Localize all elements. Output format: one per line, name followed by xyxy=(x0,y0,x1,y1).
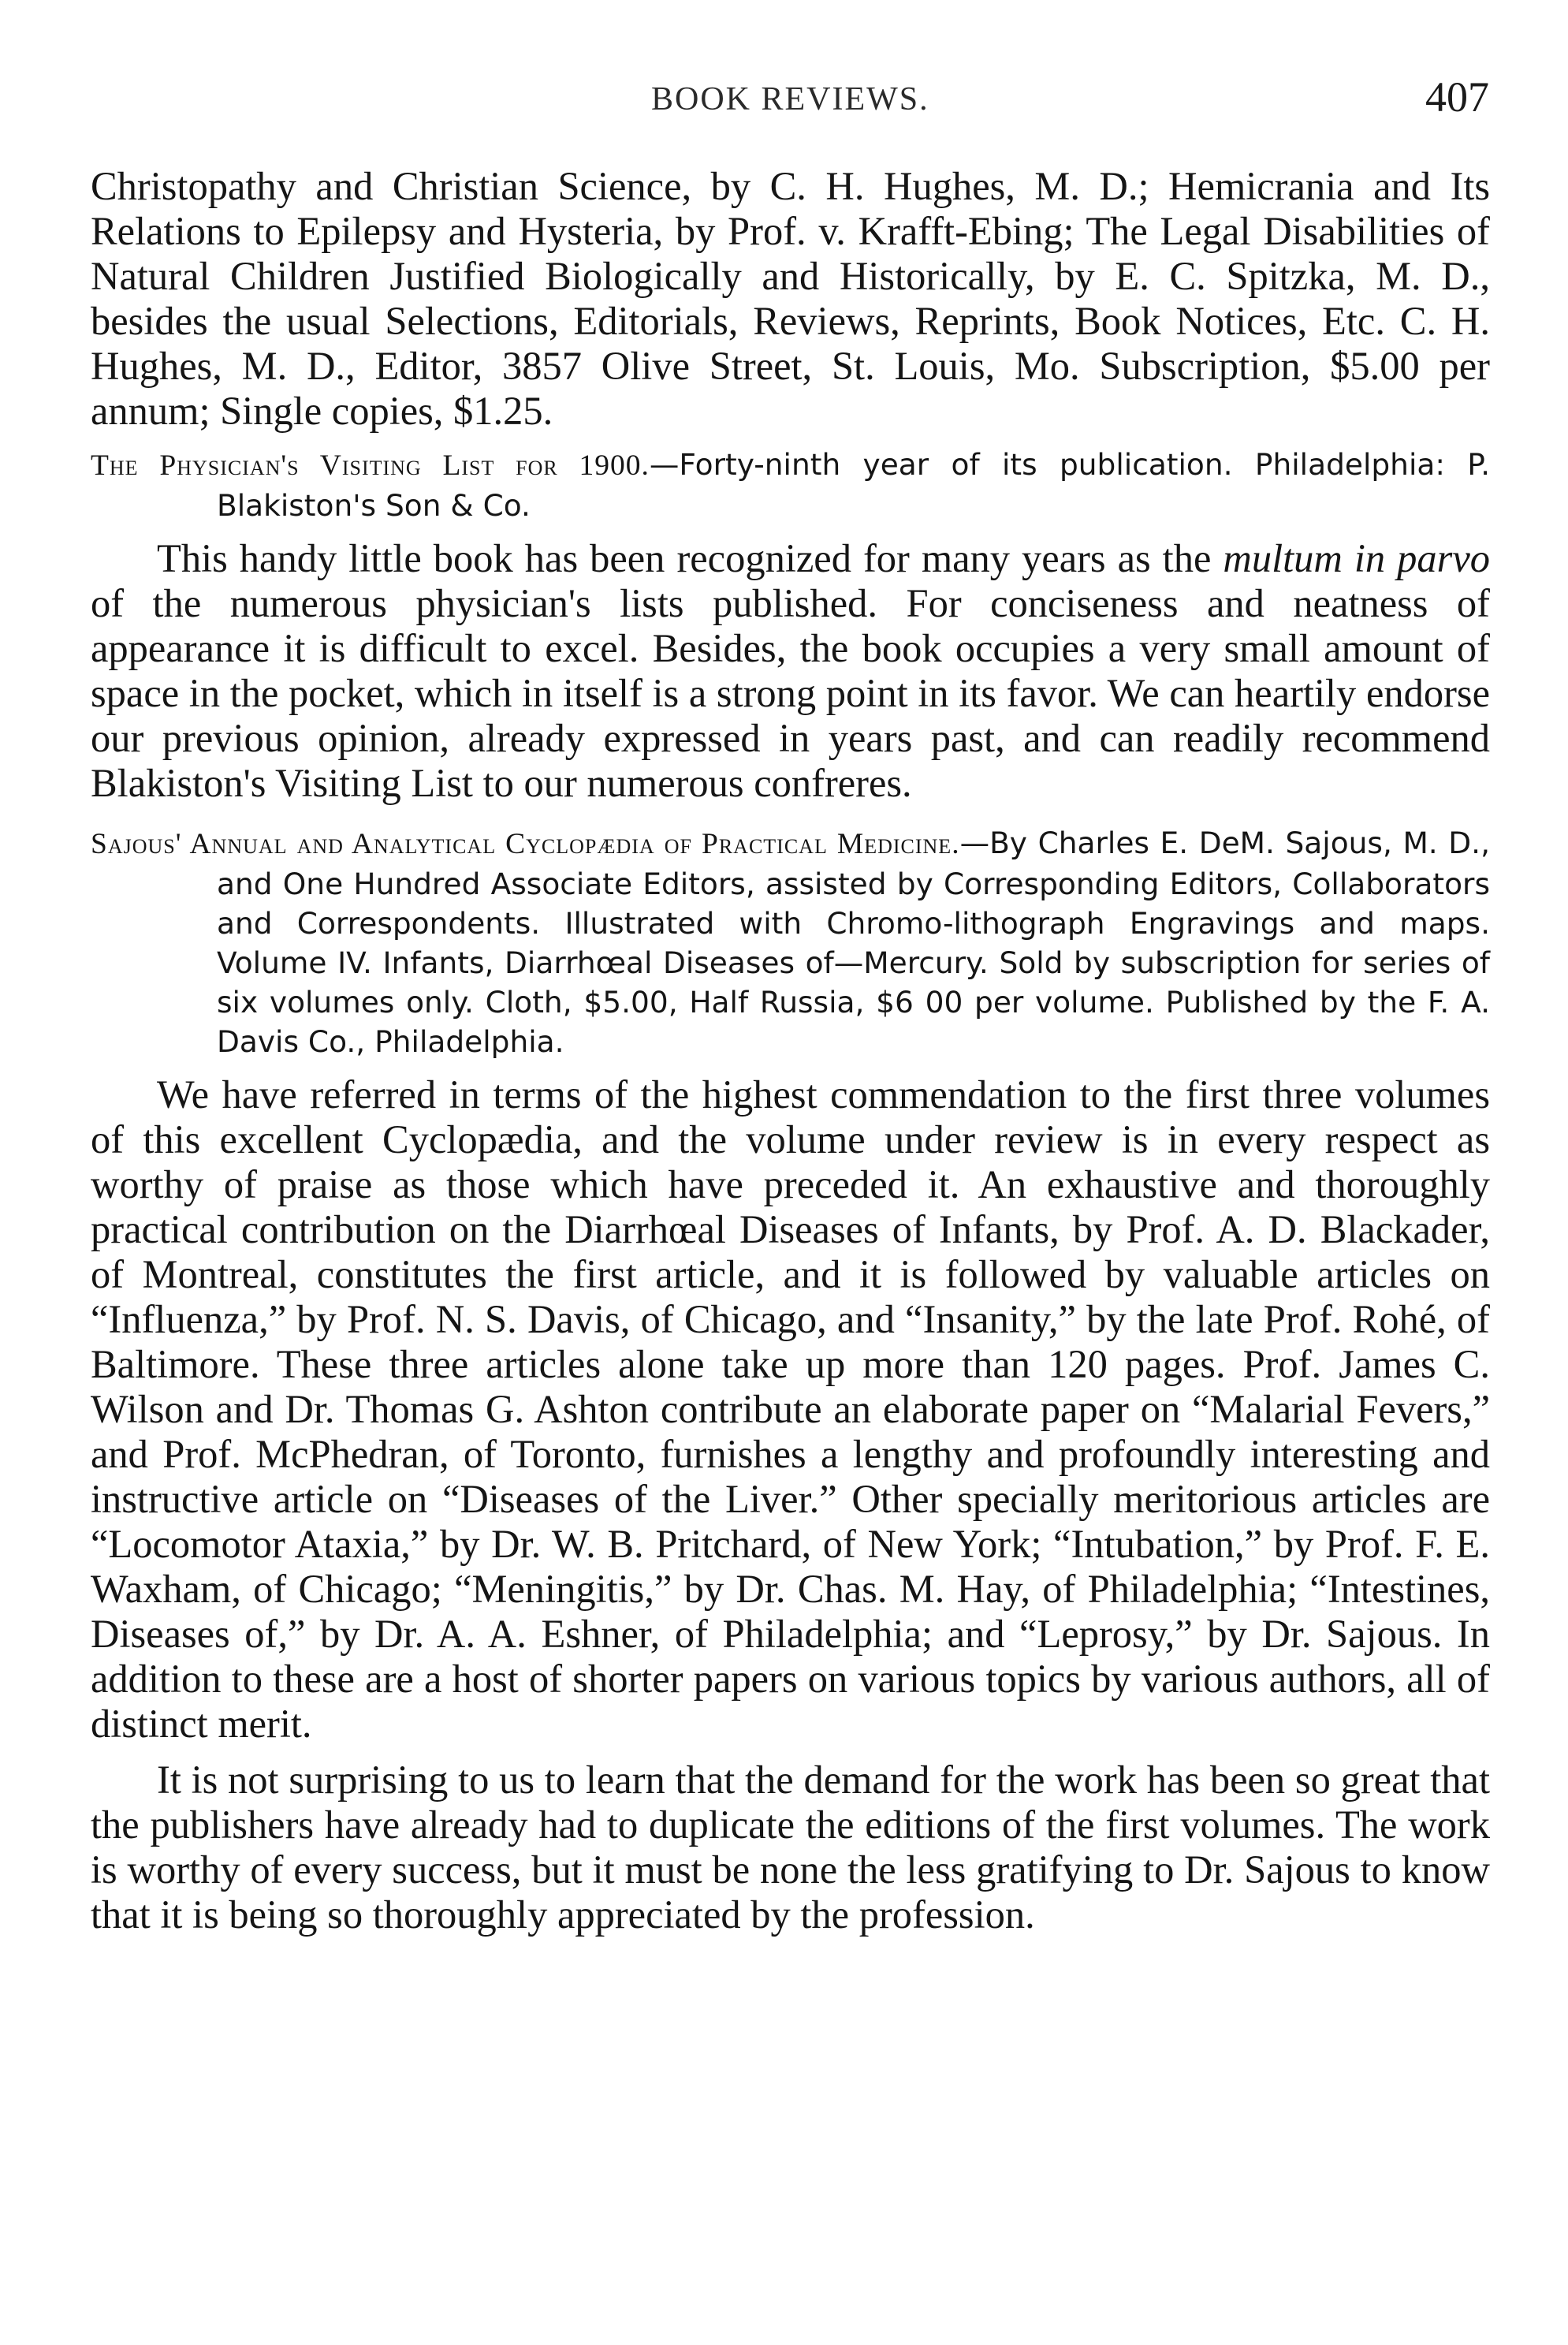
review-body-visiting-list xyxy=(91,536,1490,806)
page-number: 407 xyxy=(1425,73,1489,121)
running-title: BOOK REVIEWS. xyxy=(651,81,929,117)
review-body-text: of the numerous physician's lists published. For conciseness and neatness of appearance it is difficult to excel. Besides, the book occupies a very small amount of space in the pocket, which in itself is a strong point in its favor. We can heartily endorse our previous opinion, already expressed in years past, and can readily recommend Blakiston's Visiting List to our numerous confreres. xyxy=(91,581,1490,805)
latin-phrase: multum in parvo xyxy=(1223,536,1490,580)
running-head xyxy=(0,73,1568,128)
review-notice-visiting-list xyxy=(91,445,1490,525)
review-details-cyclopaedia: —By Charles E. DeM. Sajous, M. D., and One Hundred Associate Editors, assisted by Corresponding Editors, Collaborators and Correspondents. Illustrated with Chromo-lithograph Engravings and maps. Volume IV. Infants, Diarrhœal Diseases of—Mercury. Sold by subscription for series of six volumes only. Cloth, $5.00, Half Russia, $6 00 per volume. Published by the F. A. Davis Co., Philadelphia. xyxy=(217,826,1491,1059)
review-body-text: This handy little book has been recognized for many years as the xyxy=(157,536,1223,580)
intro-paragraph: Christopathy and Christian Science, by C. H. Hughes, M. D.; Hemicrania and Its Relations to Epilepsy and Hysteria, by Prof. v. Krafft-Ebing; The Legal Disabilities of Natural Children Justified Biologically and Historically, by E. C. Spitzka, M. D., besides the usual Selections, Editorials, Reviews, Reprints, Book Notices, Etc. C. H. Hughes, M. D., Editor, 3857 Olive Street, St. Louis, Mo. Subscription, $5.00 per annum; Single copies, $1.25. xyxy=(91,164,1490,433)
page-body xyxy=(91,164,1490,1937)
review-notice-cyclopaedia xyxy=(91,823,1490,1061)
review-body-cyclopaedia-1: We have referred in terms of the highest commendation to the first three volumes of this excellent Cyclopædia, and the volume under review is in every respect as worthy of praise as those which have preceded it. An exhaustive and thoroughly practical contribution on the Diarrhœal Diseases of Infants, by Prof. A. D. Blackader, of Montreal, constitutes the first article, and it is followed by valuable articles on “Influenza,” by Prof. N. S. Davis, of Chicago, and “Insanity,” by the late Prof. Rohé, of Baltimore. These three articles alone take up more than 120 pages. Prof. James C. Wilson and Dr. Thomas G. Ashton contribute an elaborate paper on “Malarial Fevers,” and Prof. McPhedran, of Toronto, furnishes a lengthy and profoundly interesting and instructive article on “Diseases of the Liver.” Other specially meritorious articles are “Locomotor Ataxia,” by Dr. W. B. Pritchard, of New York; “Intubation,” by Prof. F. E. Waxham, of Chicago; “Meningitis,” by Dr. Chas. M. Hay, of Philadelphia; “Intestines, Diseases of,” by Dr. A. A. Eshner, of Philadelphia; and “Leprosy,” by Dr. Sajous. In addition to these are a host of shorter papers on various topics by various authors, all of distinct merit. xyxy=(91,1072,1490,1746)
review-title-visiting-list: The Physician's Visiting List for 1900. xyxy=(91,449,650,482)
review-title-cyclopaedia: Sajous' Annual and Analytical Cyclopædia of Practical Medicine. xyxy=(91,828,960,860)
review-body-cyclopaedia-2: It is not surprising to us to learn that the demand for the work has been so great that the publishers have already had to duplicate the editions of the first volumes. The work is worthy of every success, but it must be none the less gratifying to Dr. Sajous to know that it is being so thoroughly appreciated by the profession. xyxy=(91,1758,1490,1937)
review-details-visiting-list: —Forty-ninth year of its publication. Philadelphia: P. Blakiston's Son & Co. xyxy=(217,447,1490,523)
